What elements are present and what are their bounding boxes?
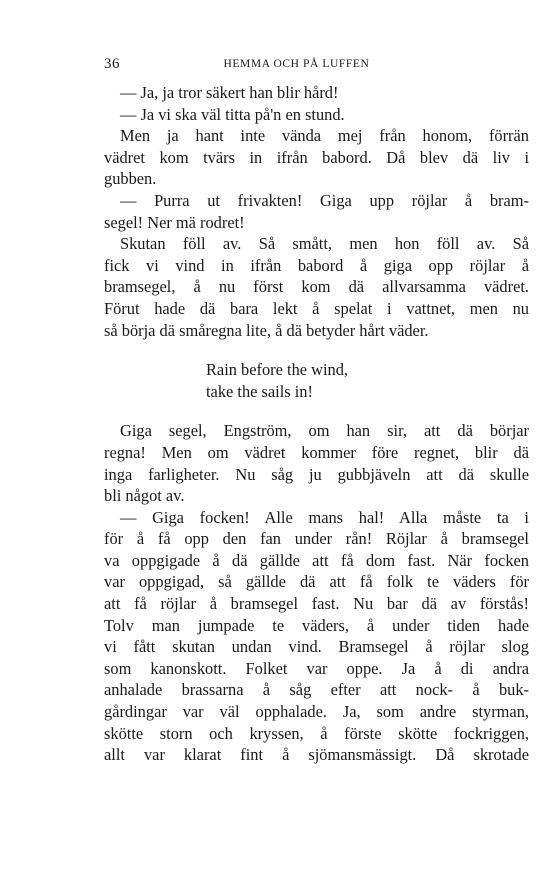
text-block-1 bbox=[104, 82, 529, 341]
text-line: va oppgigade å dä gällde att få dom fast. När focken bbox=[104, 550, 529, 570]
page-header bbox=[104, 56, 529, 74]
text-line: Skutan föll av. Så smått, men hon föll av. Så bbox=[120, 234, 529, 254]
text-line: — Purra ut frivakten! Giga upp röjlar å bram- bbox=[120, 190, 529, 210]
text-line: gårdingar var väl opphalade. Ja, som andre styrman, bbox=[104, 702, 529, 722]
spacer bbox=[104, 341, 529, 359]
text-line: anhalade brassarna å såg efter att nock- å buk- bbox=[104, 680, 529, 700]
text-line: — Ja, ja tror säkert han blir hård! bbox=[120, 83, 339, 102]
text-line: bramsegel, å nu först kom dä allvarsamma vädret. bbox=[104, 277, 529, 297]
text-line: Tolv man jumpade te väders, å under tiden hade bbox=[104, 615, 529, 635]
verse-line: take the sails in! bbox=[206, 381, 313, 401]
page-number: 36 bbox=[104, 56, 120, 72]
text-line: — Ja vi ska väl titta på'n en stund. bbox=[120, 104, 345, 124]
text-block-2 bbox=[104, 420, 529, 766]
text-line: regna! Men om vädret kommer före regnet, blir dä bbox=[104, 442, 529, 462]
text-line: så börja dä småregna lite, å dä betyder hårt väder. bbox=[104, 320, 429, 340]
text-line: allt var klarat fint å sjömansmässigt. Då skrotade bbox=[104, 745, 529, 765]
text-line: att få röjlar å bramsegel fast. Nu bar dä av förstås! bbox=[104, 594, 529, 614]
text-line: bli något av. bbox=[104, 486, 185, 506]
text-line: vädret kom tvärs in ifrån babord. Då blev dä liv i bbox=[104, 147, 529, 167]
text-line: gubben. bbox=[104, 169, 157, 189]
body-text bbox=[104, 82, 529, 766]
text-line: var oppgigad, så gällde dä att få folk te väders för bbox=[104, 572, 529, 592]
text-line: Giga segel, Engström, om han sir, att dä börjar bbox=[120, 421, 529, 441]
text-line: segel! Ner mä rodret! bbox=[104, 212, 245, 232]
text-line: fick vi vind in ifrån babord å giga opp röjlar å bbox=[104, 255, 529, 275]
text-line: som kanonskott. Folket var oppe. Ja å di andra bbox=[104, 658, 529, 678]
running-head: HEMMA OCH PÅ LUFFEN bbox=[223, 58, 370, 70]
text-line: för å få opp den fan under rån! Röjlar å bramsegel bbox=[104, 529, 529, 549]
text-line: inga farligheter. Nu såg ju gubbjäveln att dä skulle bbox=[104, 464, 529, 484]
verse-block bbox=[104, 359, 529, 402]
text-line: skötte storn och kryssen, å förste skötte fockriggen, bbox=[104, 723, 529, 743]
text-line: Förut hade dä bara lekt å spelat i vattnet, men nu bbox=[104, 298, 529, 318]
spacer bbox=[104, 402, 529, 420]
text-line: — Giga focken! Alle mans hal! Alla måste ta i bbox=[120, 507, 529, 527]
verse-line: Rain before the wind, bbox=[206, 360, 349, 380]
text-line: vi fått skutan undan vind. Bramsegel å röjlar slog bbox=[104, 637, 529, 657]
text-line: Men ja hant inte vända mej från honom, förrän bbox=[120, 126, 529, 146]
